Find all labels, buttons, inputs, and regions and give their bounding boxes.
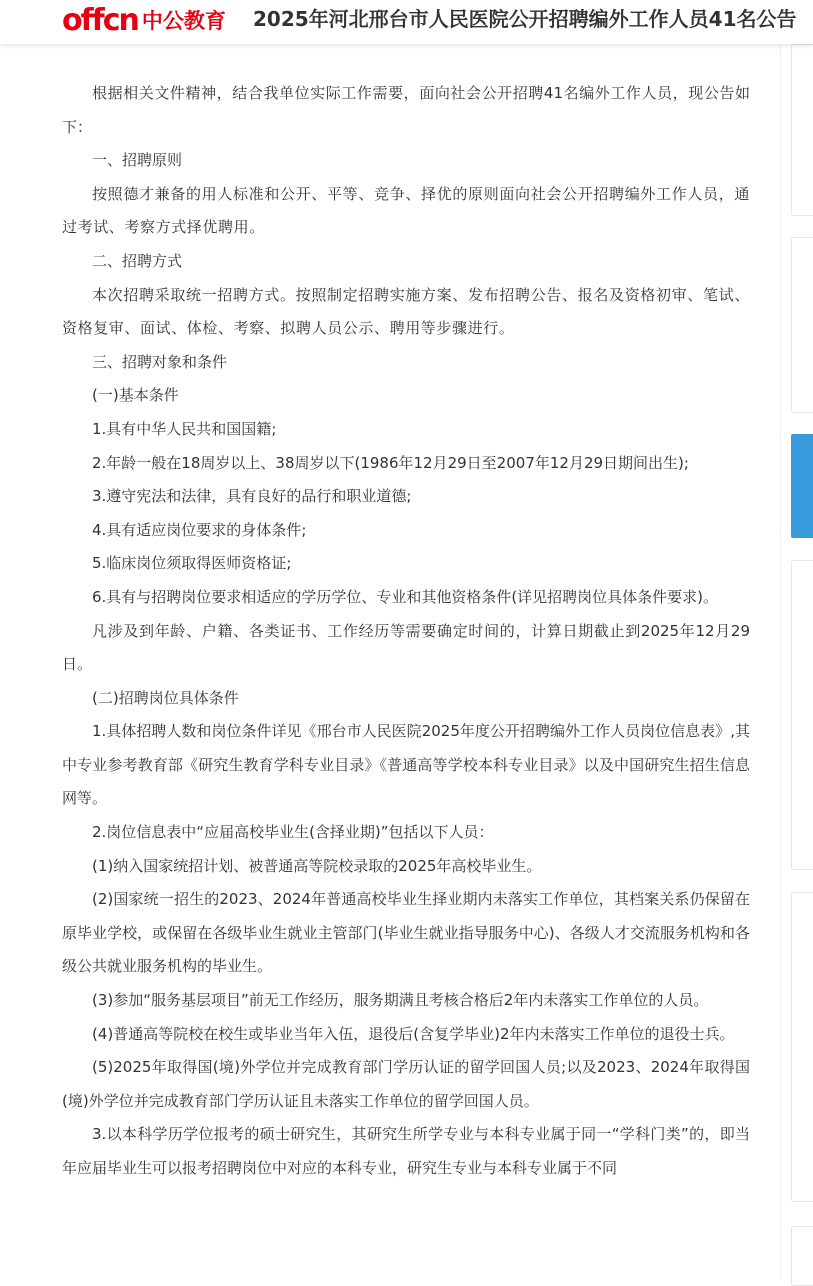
list-item: 1.具有中华人民共和国国籍; bbox=[92, 419, 277, 438]
list-item: (1)纳入国家统招计划、被普通高等院校录取的2025年高校毕业生。 bbox=[92, 856, 542, 875]
list-item: 5.临床岗位须取得医师资格证; bbox=[92, 554, 292, 573]
sidebar-card[interactable] bbox=[791, 560, 813, 870]
sidebar-card[interactable] bbox=[791, 1226, 813, 1286]
logo-wordmark-cn: 中公教育 bbox=[141, 9, 226, 33]
list-item: 3.遵守宪法和法律，具有良好的品行和职业道德; bbox=[92, 487, 412, 506]
principle-paragraph: 按照德才兼备的用人标准和公开、平等、竞争、择优的原则面向社会公开招聘编外工作人员，通过考试、考察方式择优聘用。 bbox=[62, 184, 750, 237]
list-item: 6.具有与招聘岗位要求相适应的学历学位、专业和其他资格条件(详见招聘岗位具体条件要求)。 bbox=[92, 587, 719, 606]
list-item: 1.具体招聘人数和岗位条件详见《邢台市人民医院2025年度公开招聘编外工作人员岗位信息表》,其中专业参考教育部《研究生教育学科专业目录》《普通高等学校本科专业目录》以及中国研究生招生信息网等。 bbox=[62, 722, 750, 808]
method-paragraph: 本次招聘采取统一招聘方式。按照制定招聘实施方案、发布招聘公告、报名及资格初审、笔试、资格复审、面试、体检、考察、拟聘人员公示、聘用等步骤进行。 bbox=[62, 285, 750, 338]
list-item: (5)2025年取得国(境)外学位并完成教育部门学历认证的留学回国人员;以及2023、2024年取得国(境)外学位并完成教育部门学历认证且未落实工作单位的留学回国人员。 bbox=[62, 1058, 750, 1110]
site-header bbox=[0, 0, 813, 44]
subheading-specific-conditions: (二)招聘岗位具体条件 bbox=[92, 688, 239, 707]
list-item: 2.年龄一般在18周岁以上、38周岁以下(1986年12月29日至2007年12月29日期间出生); bbox=[92, 453, 689, 472]
content-divider bbox=[780, 44, 781, 1280]
list-item: 4.具有适应岗位要求的身体条件; bbox=[92, 520, 307, 539]
date-cutoff-paragraph: 凡涉及到年龄、户籍、各类证书、工作经历等需要确定时间的，计算日期截止到2025年12月29日。 bbox=[62, 621, 750, 674]
subheading-basic-conditions: (一)基本条件 bbox=[92, 386, 179, 405]
list-item: (4)普通高等院校在校生或毕业当年入伍，退役后(含复学毕业)2年内未落实工作单位的退役士兵。 bbox=[92, 1024, 735, 1043]
section-heading-principle: 一、招聘原则 bbox=[92, 151, 183, 170]
list-item: 2.岗位信息表中“应届高校毕业生(含择业期)”包括以下人员： bbox=[92, 823, 494, 842]
logo-wordmark-en: offcn bbox=[62, 3, 138, 38]
intro-paragraph: 根据相关文件精神，结合我单位实际工作需要，面向社会公开招聘41名编外工作人员，现公告如下： bbox=[62, 84, 750, 136]
article-body bbox=[62, 77, 750, 1186]
page-title: 2025年河北邢台市人民医院公开招聘编外工作人员41名公告 bbox=[253, 7, 797, 31]
list-item: 3.以本科学历学位报考的硕士研究生，其研究生所学专业与本科专业属于同一“学科门类”的，即当年应届毕业生可以报考招聘岗位中对应的本科专业，研究生专业与本科专业属于不同 bbox=[62, 1125, 750, 1177]
list-item: (3)参加“服务基层项目”前无工作经历，服务期满且考核合格后2年内未落实工作单位的人员。 bbox=[92, 991, 709, 1010]
sidebar-card[interactable] bbox=[791, 892, 813, 1202]
sidebar-card[interactable] bbox=[791, 237, 813, 413]
list-item: (2)国家统一招生的2023、2024年普通高校毕业生择业期内未落实工作单位，其档案关系仍保留在原毕业学校，或保留在各级毕业生就业主管部门(毕业生就业指导服务中心)、各级人才交流服务机构和各级公共就业服务机构的毕业生。 bbox=[62, 890, 750, 976]
section-heading-method: 二、招聘方式 bbox=[92, 251, 183, 270]
sidebar-card[interactable] bbox=[791, 44, 813, 216]
sidebar-accent-panel[interactable] bbox=[791, 434, 813, 538]
offcn-logo[interactable] bbox=[62, 2, 226, 40]
section-heading-conditions: 三、招聘对象和条件 bbox=[92, 352, 228, 371]
